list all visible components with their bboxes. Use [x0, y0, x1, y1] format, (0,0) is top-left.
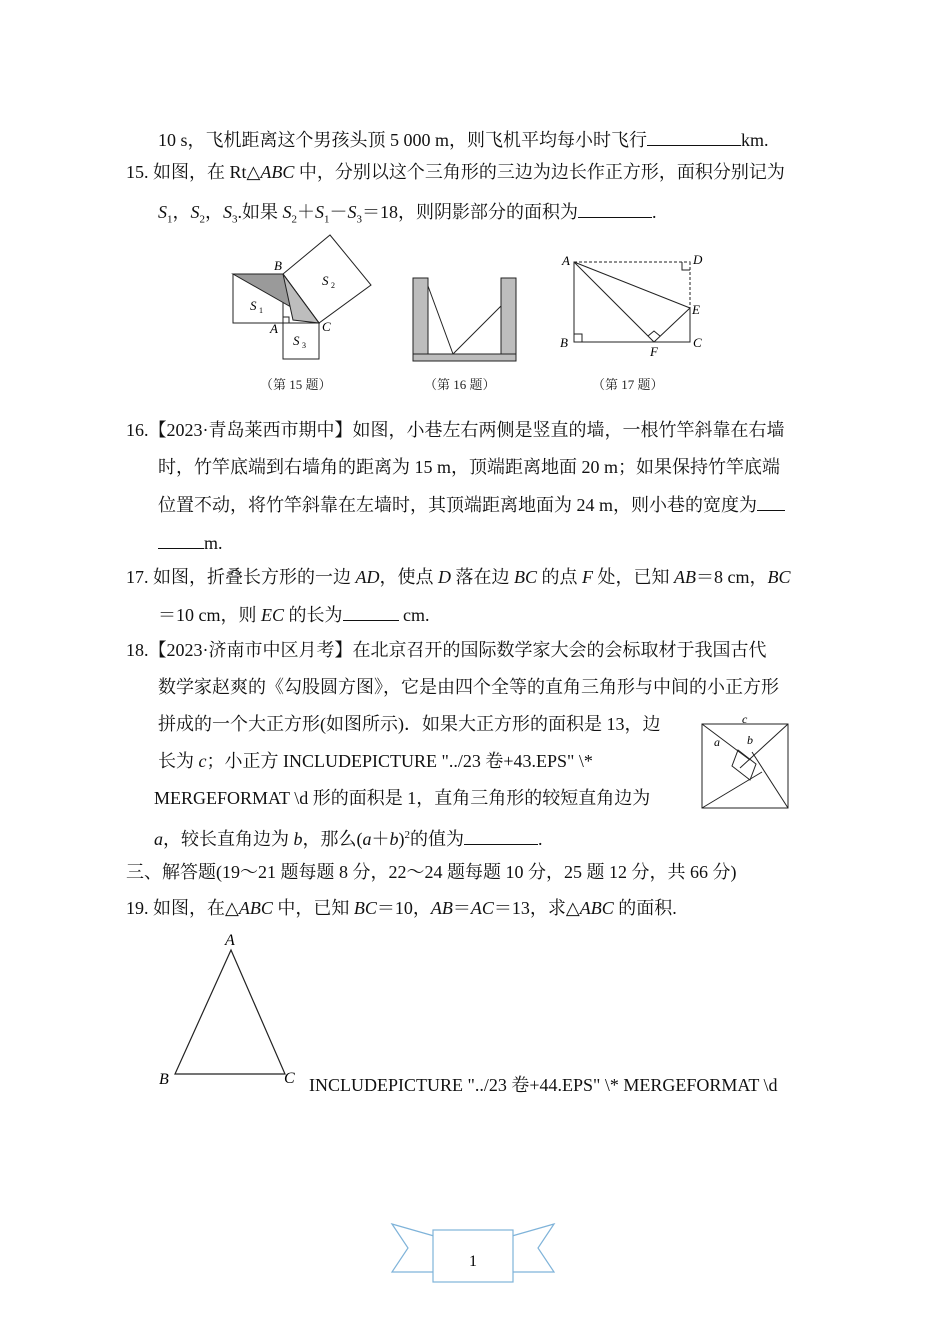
label-s3: S: [293, 333, 300, 348]
label-a: a: [714, 735, 720, 749]
q15-s: S: [347, 202, 357, 222]
q19-include-text: INCLUDEPICTURE "../23 卷+44.EPS" \* MERGEFORMAT \d: [309, 1075, 778, 1095]
q18-var: b: [293, 829, 303, 849]
q19-line-1: [126, 896, 677, 920]
q19-var: ABC: [238, 898, 273, 918]
question-number: 18.: [126, 640, 149, 660]
q15-sub: 3: [232, 213, 238, 226]
q15-text: ＝18，则阴影部分的面积为: [362, 202, 578, 222]
pole-right: [453, 306, 501, 354]
q14-tail: [158, 127, 769, 152]
q18-op: ＋: [371, 829, 390, 849]
q15-s: S: [158, 202, 167, 222]
q15-sub: 2: [291, 213, 297, 226]
label-s2: S: [322, 273, 329, 288]
label-d: D: [693, 252, 703, 267]
square-s3: [283, 323, 319, 359]
answer-blank: [158, 530, 204, 549]
q17-var: F: [582, 567, 594, 587]
q17-line-2: [158, 602, 430, 627]
q15-s: S: [282, 202, 292, 222]
q16-line-3: [158, 492, 785, 517]
q18-text: 拼成的一个大正方形(如图所示)．如果大正方形的面积是 13，边: [158, 714, 661, 734]
question-number: 19.: [126, 898, 149, 918]
q18-exponent: 2: [404, 829, 410, 841]
q19-include-field: [309, 1073, 778, 1097]
q15-s: S: [223, 202, 232, 222]
label-b: B: [560, 335, 568, 350]
q14-unit: km.: [741, 130, 769, 150]
q18-var: c: [198, 751, 207, 771]
q18-var: b: [389, 829, 399, 849]
q17-text: 如图，折叠长方形的一边: [153, 567, 356, 587]
q17-text: 的长为: [284, 605, 343, 625]
label-c: C: [322, 319, 331, 334]
section-3-heading: [126, 860, 737, 884]
q19-var: AB: [430, 898, 453, 918]
q15-end: .: [652, 202, 657, 222]
section-3-text: 三、解答题(19～21 题每题 8 分，22～24 题每题 10 分，25 题 12 分，共 66 分): [126, 862, 737, 882]
answer-blank: [757, 492, 785, 511]
q17-var: EC: [261, 605, 285, 625]
label-f: F: [650, 344, 658, 359]
q15-line-2: [158, 199, 657, 232]
q15-op: －: [329, 202, 348, 222]
q18-text: ): [398, 829, 405, 849]
figure-19: [150, 928, 310, 1090]
q17-text: ＝10 cm，则: [158, 605, 261, 625]
q17-text: ＝8 cm，: [696, 567, 768, 587]
q18-text: MERGEFORMAT \d 形的面积是 1，直角三角形的较短直角边为: [154, 788, 651, 808]
q16-text: 位置不动，将竹竿斜靠在左墙时，其顶端距离地面为 24 m，则小巷的宽度为: [158, 495, 757, 515]
q19-var: ABC: [579, 898, 614, 918]
q18-var: a: [362, 829, 372, 849]
figure-15: [228, 232, 378, 360]
q15-abc: ABC: [260, 162, 295, 182]
q18-text: 数学家赵爽的《勾股圆方图》，它是由四个全等的直角三角形与中间的小正方形: [158, 677, 779, 697]
segment-fe: [654, 308, 690, 342]
q17-var: BC: [514, 567, 538, 587]
q16-line-4: [158, 530, 223, 555]
label-e: E: [692, 302, 700, 317]
q16-line-2: [158, 455, 780, 479]
q19-text: 如图，在△: [153, 898, 239, 918]
label-b: b: [747, 733, 753, 747]
q18-line-4: [158, 749, 593, 773]
question-number: 15.: [126, 162, 149, 182]
q18-line-3: [158, 712, 661, 736]
label-b: B: [274, 258, 282, 273]
caption-17: （第 17 题）: [592, 377, 664, 392]
q15-text: 中，分别以这个三角形的三边为边长作正方形，面积分别记为: [294, 162, 785, 182]
question-number: 16.: [126, 420, 149, 440]
q18-text: ；小正方 INCLUDEPICTURE "../23 卷+43.EPS" \*: [206, 751, 593, 771]
q17-var: D: [438, 567, 451, 587]
q15-sub: 3: [356, 213, 362, 226]
q19-var: BC: [353, 898, 377, 918]
triangle-edge: [752, 752, 788, 808]
label-s1-sub: 1: [259, 306, 263, 315]
q15-line-1: [126, 160, 785, 184]
q18-text: ，较长直角边为: [163, 829, 294, 849]
q18-line-2: [158, 675, 779, 699]
q16-text: 【2023·青岛莱西市期中】如图，小巷左右两侧是竖直的墙，一根竹竿斜靠在右墙: [148, 420, 785, 440]
figure-16: [410, 276, 518, 362]
q15-text: 如图，在 Rt△: [153, 162, 261, 182]
q17-var: AD: [355, 567, 380, 587]
q14-text: 10 s，飞机距离这个男孩头顶 5 000 m，则飞机平均每小时飞行: [158, 130, 648, 150]
q18-line-6: [154, 823, 543, 851]
answer-blank: [343, 602, 399, 621]
q18-line-1: [126, 638, 767, 662]
q16-line-1: [126, 418, 785, 442]
q17-unit: cm.: [398, 605, 430, 625]
q17-var: BC: [767, 567, 791, 587]
q16-unit: m.: [204, 533, 223, 553]
q15-sub: 1: [167, 213, 173, 226]
right-angle-mark: [283, 317, 289, 323]
ground: [413, 354, 516, 361]
q17-text: 处，已知: [593, 567, 675, 587]
label-a: A: [562, 253, 570, 268]
q15-comma: ，: [205, 202, 223, 222]
q15-s: S: [190, 202, 200, 222]
right-angle-f: [648, 331, 660, 336]
label-c: c: [742, 714, 748, 726]
q17-text: 的点: [537, 567, 583, 587]
page-number: 1: [469, 1253, 477, 1270]
q15-text: .如果: [237, 202, 283, 222]
q16-text: 时，竹竿底端到右墙角的距离为 15 m，顶端距离地面 20 m；如果保持竹竿底端: [158, 457, 780, 477]
q19-text: ＝10，: [376, 898, 431, 918]
label-b: B: [159, 1071, 169, 1088]
label-s3-sub: 3: [302, 341, 306, 350]
q18-line-5: [154, 786, 650, 810]
q18-text: 的值为: [410, 829, 464, 849]
pole-left: [428, 286, 453, 354]
ribbon-right: [512, 1224, 554, 1272]
question-number: 17.: [126, 567, 149, 587]
segment-ae: [574, 262, 690, 308]
q15-op: ＋: [297, 202, 315, 222]
caption-16: （第 16 题）: [424, 377, 496, 392]
q17-var: AB: [674, 567, 697, 587]
triangle-edge: [702, 772, 762, 808]
right-angle-b: [574, 334, 582, 342]
q17-text: 落在边: [451, 567, 514, 587]
q19-text: 的面积.: [613, 898, 677, 918]
right-angle-d: [682, 262, 690, 270]
caption-15: （第 15 题）: [260, 377, 332, 392]
q19-text: ＝: [452, 898, 471, 918]
q18-text: 长为: [158, 751, 199, 771]
q15-s: S: [315, 202, 324, 222]
label-s2-sub: 2: [331, 281, 335, 290]
q19-text: 中，已知: [272, 898, 354, 918]
label-c: C: [284, 1070, 295, 1087]
page-number-ribbon: [390, 1222, 556, 1284]
triangle-abc: [175, 950, 285, 1074]
figure-18: [698, 714, 794, 810]
q19-var: AC: [470, 898, 494, 918]
q18-text: ，那么(: [302, 829, 363, 849]
q18-var: a: [154, 829, 163, 849]
segment-af: [574, 262, 654, 342]
q19-text: ＝13，求△: [493, 898, 580, 918]
q17-line-1: [126, 565, 791, 589]
figure-17: [556, 250, 712, 360]
left-wall: [413, 278, 428, 354]
answer-blank: [464, 826, 538, 845]
ribbon-left: [392, 1224, 434, 1272]
q18-end: .: [538, 829, 543, 849]
q18-text: 【2023·济南市中区月考】在北京召开的国际数学家大会的会标取材于我国古代: [148, 640, 767, 660]
answer-blank: [578, 199, 652, 218]
right-wall: [501, 278, 516, 354]
label-c: C: [693, 335, 702, 350]
q15-sub: 1: [324, 213, 330, 226]
label-s1: S: [250, 298, 257, 313]
answer-blank: [647, 127, 741, 146]
label-a: A: [225, 932, 235, 949]
label-a: A: [270, 321, 278, 336]
q15-comma: ，: [172, 202, 191, 222]
q17-text: ，使点: [379, 567, 438, 587]
triangle-edge: [702, 724, 750, 760]
rectangle-abcd: [574, 262, 690, 342]
q15-sub: 2: [199, 213, 205, 226]
